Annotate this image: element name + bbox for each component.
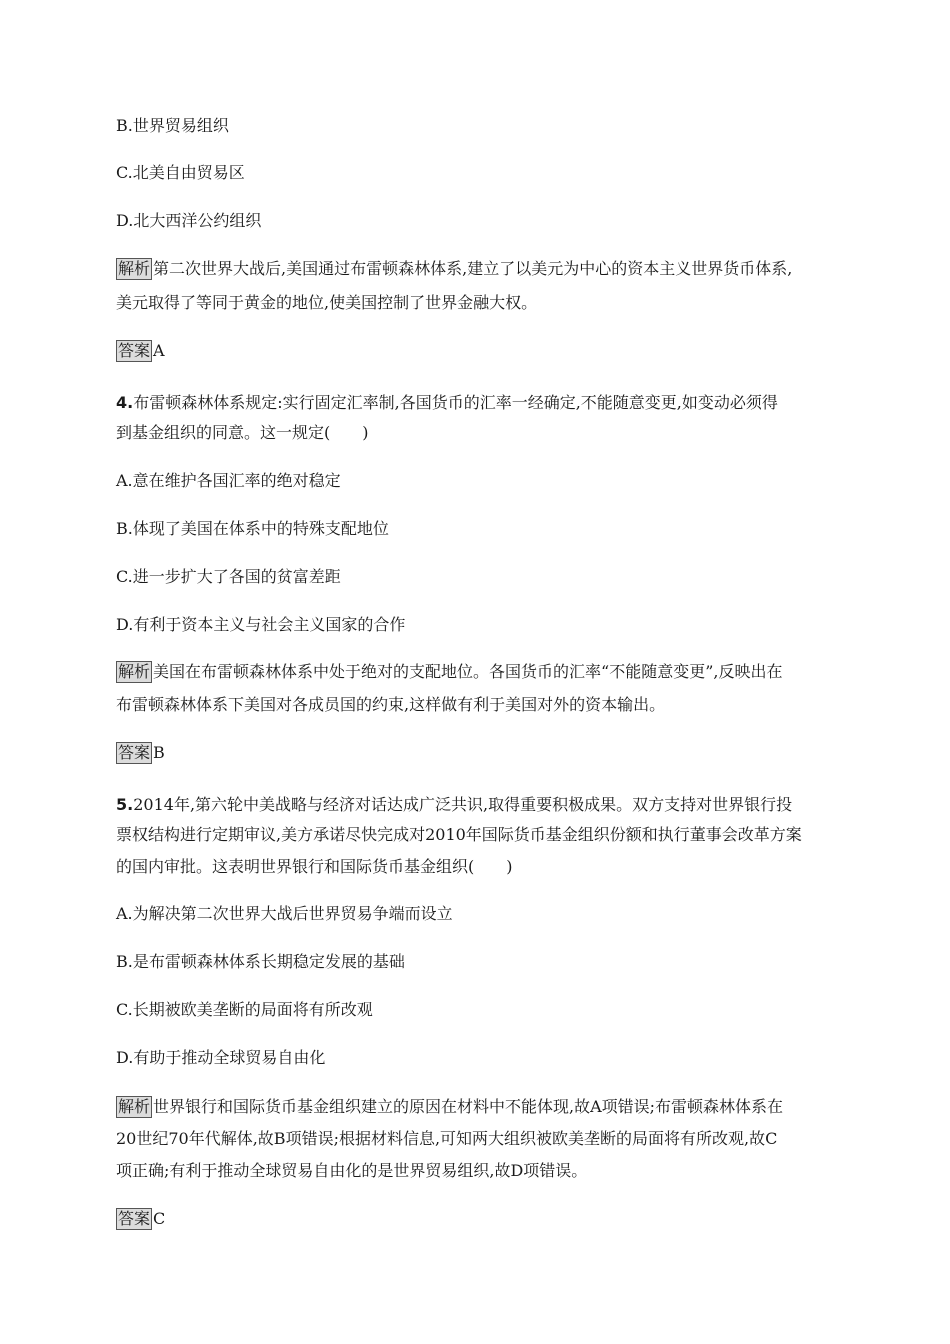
analysis-line	[116, 661, 782, 683]
answer-tag: 答案	[118, 341, 151, 360]
analysis-line	[116, 258, 792, 280]
answer-tag: 答案	[118, 1209, 151, 1228]
analysis-text: 世界银行和国际货币基金组织建立的原因在材料中不能体现,故A项错误;布雷顿森林体系在	[153, 1097, 784, 1116]
option-c: C.北美自由贸易区	[116, 163, 245, 182]
option-c: C.进一步扩大了各国的贫富差距	[116, 567, 341, 586]
option-b: B.体现了美国在体系中的特殊支配地位	[116, 519, 389, 538]
option-a: A.为解决第二次世界大战后世界贸易争端而设立	[116, 904, 453, 923]
analysis-line	[116, 1096, 783, 1118]
analysis-tag: 解析	[118, 662, 151, 681]
analysis-text: 美国在布雷顿森林体系中处于绝对的支配地位。各国货币的汇率“不能随意变更”,反映出在	[153, 662, 783, 681]
analysis-text: 第二次世界大战后,美国通过布雷顿森林体系,建立了以美元为中心的资本主义世界货币体系,	[153, 259, 793, 278]
stem-text: 到基金组织的同意。这一规定( )	[116, 423, 369, 442]
analysis-text: 布雷顿森林体系下美国对各成员国的约束,这样做有利于美国对外的资本输出。	[116, 695, 666, 714]
answer-line	[116, 1208, 165, 1230]
stem-text: 票权结构进行定期审议,美方承诺尽快完成对2010年国际货币基金组织份额和执行董事会改革方案	[116, 825, 802, 844]
stem-text: 2014年,第六轮中美战略与经济对话达成广泛共识,取得重要积极成果。双方支持对世界银行投	[133, 795, 793, 814]
answer-value: C	[153, 1209, 166, 1228]
option-d: D.有利于资本主义与社会主义国家的合作	[116, 615, 406, 634]
answer-value: A	[153, 341, 165, 360]
analysis-text: 美元取得了等同于黄金的地位,使美国控制了世界金融大权。	[116, 293, 538, 312]
analysis-text: 项正确;有利于推动全球贸易自由化的是世界贸易组织,故D项错误。	[116, 1161, 588, 1180]
option-a: A.意在维护各国汇率的绝对稳定	[116, 471, 341, 490]
analysis-tag: 解析	[118, 1097, 151, 1116]
stem-text: 的国内审批。这表明世界银行和国际货币基金组织( )	[116, 857, 513, 876]
option-b: B.是布雷顿森林体系长期稳定发展的基础	[116, 952, 405, 971]
answer-line	[116, 340, 165, 362]
question-stem	[116, 794, 792, 816]
option-b: B.世界贸易组织	[116, 116, 229, 135]
stem-text: 布雷顿森林体系规定:实行固定汇率制,各国货币的汇率一经确定,不能随意变更,如变动必须得	[133, 393, 778, 412]
answer-line	[116, 742, 165, 764]
option-c: C.长期被欧美垄断的局面将有所改观	[116, 1000, 373, 1019]
option-d: D.北大西洋公约组织	[116, 211, 262, 230]
answer-tag: 答案	[118, 743, 151, 762]
analysis-tag: 解析	[118, 259, 151, 278]
question-stem	[116, 392, 778, 414]
question-number: 5.	[116, 795, 134, 814]
option-d: D.有助于推动全球贸易自由化	[116, 1048, 326, 1067]
analysis-text: 20世纪70年代解体,故B项错误;根据材料信息,可知两大组织被欧美垄断的局面将有所改观,故C	[116, 1129, 778, 1148]
answer-value: B	[153, 743, 165, 762]
question-number: 4.	[116, 393, 134, 412]
